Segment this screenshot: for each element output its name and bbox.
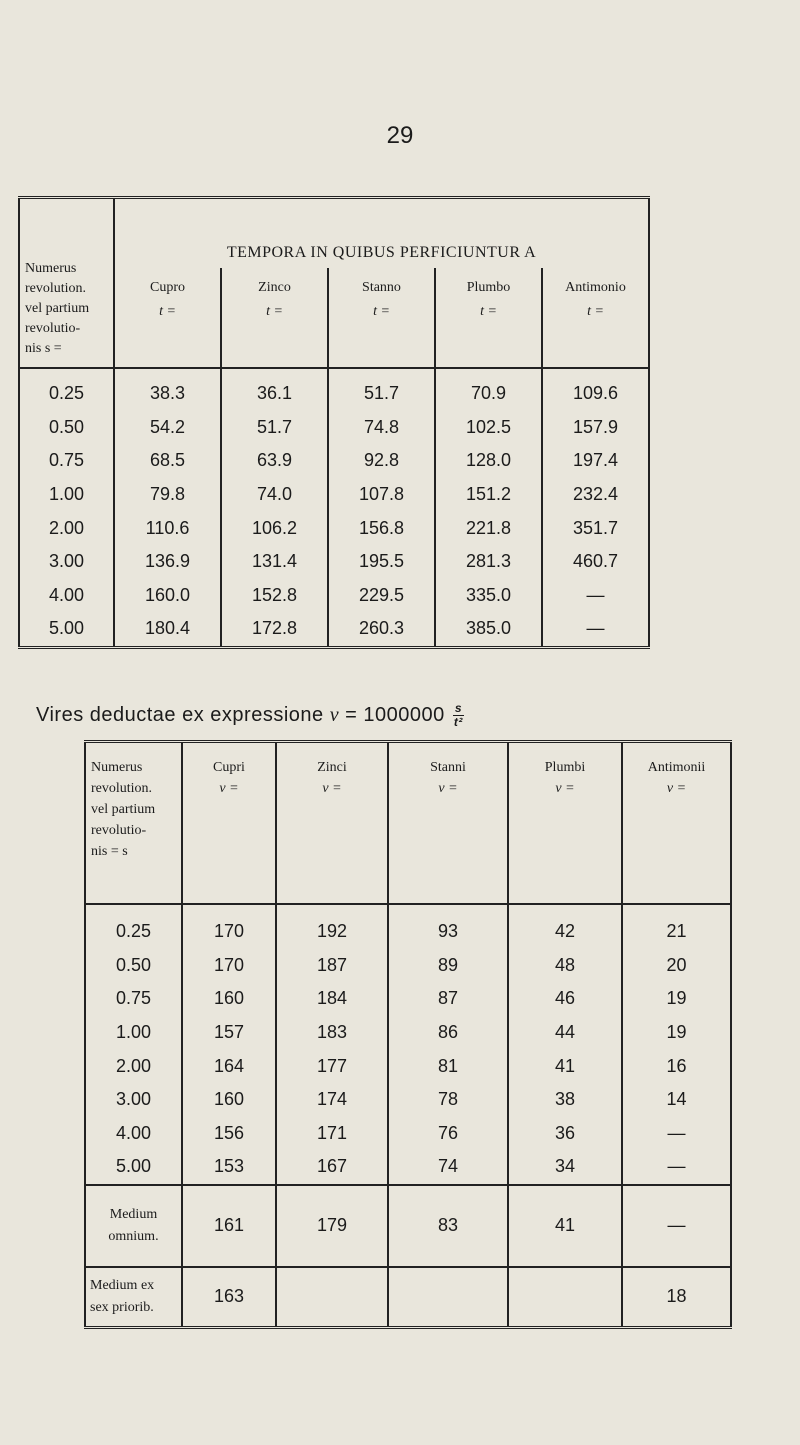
value-cell: 156 — [213, 1122, 245, 1143]
metal-symbol: t = — [373, 303, 390, 319]
page-number: 29 — [386, 122, 414, 149]
table-row — [19, 579, 649, 613]
value-cell: 20 — [622, 949, 731, 983]
formula-line — [36, 702, 464, 729]
table-row — [19, 612, 649, 647]
value-cell: 68.5 — [149, 450, 186, 471]
value-cell: 151.2 — [435, 478, 542, 512]
value-cell: 38.3 — [149, 383, 186, 404]
formula-text: Vires deductae ex expressione — [36, 703, 324, 726]
summary-cell — [276, 1267, 388, 1328]
metal-name: Antimonii — [647, 760, 706, 775]
value-cell: 36.1 — [221, 368, 328, 411]
value-cell: 160 — [213, 1089, 245, 1110]
summary-row-medium-ex-sex — [85, 1267, 731, 1328]
value-cell: 197.4 — [542, 444, 649, 478]
value-cell: 174 — [276, 1083, 388, 1117]
formula-equals: = 1000000 — [345, 703, 445, 726]
table-row — [85, 1083, 731, 1117]
summary-cell: 161 — [182, 1185, 276, 1267]
table-row — [85, 1117, 731, 1151]
summary-label — [85, 1267, 182, 1328]
revolution-cell: 1.00 — [85, 1016, 182, 1050]
summary-cell: 163 — [182, 1267, 276, 1328]
formula-variable: v — [329, 703, 340, 726]
metal-symbol: v = — [438, 781, 458, 796]
revolution-cell: 0.25 — [85, 904, 182, 949]
value-cell: 160.0 — [144, 584, 191, 605]
column-header-cupri — [182, 742, 276, 905]
value-cell: 281.3 — [435, 545, 542, 579]
value-cell: 63.9 — [221, 444, 328, 478]
value-cell: 152.8 — [221, 579, 328, 613]
value-cell: 177 — [276, 1049, 388, 1083]
value-cell: — — [542, 612, 649, 647]
value-cell: 87 — [388, 982, 508, 1016]
value-cell: 110.6 — [145, 517, 190, 538]
column-header-stanni — [388, 742, 508, 905]
value-cell: 106.2 — [221, 511, 328, 545]
revolution-cell: 2.00 — [85, 1049, 182, 1083]
metal-name: Stanni — [430, 760, 466, 775]
row-header-line: Numerus — [25, 261, 77, 276]
value-cell: 19 — [622, 982, 731, 1016]
value-cell: 89 — [388, 949, 508, 983]
value-cell: — — [622, 1150, 731, 1185]
value-cell: 86 — [388, 1016, 508, 1050]
column-header-antimonio — [542, 268, 649, 368]
value-cell: 16 — [622, 1049, 731, 1083]
value-cell: 44 — [508, 1016, 622, 1050]
metal-symbol: t = — [480, 303, 497, 319]
value-cell: 76 — [388, 1117, 508, 1151]
value-cell: 48 — [508, 949, 622, 983]
value-cell: 195.5 — [328, 545, 435, 579]
table-row — [19, 478, 649, 512]
row-header-line: vel partium — [25, 301, 90, 316]
metal-name: Antimonio — [565, 279, 626, 295]
row-header-line: revolutio- — [25, 321, 81, 336]
value-cell: 170 — [213, 921, 245, 942]
summary-label — [85, 1185, 182, 1267]
summary-cell — [508, 1267, 622, 1328]
value-cell: 38 — [508, 1083, 622, 1117]
revolution-cell: 5.00 — [85, 1150, 182, 1185]
value-cell: 78 — [388, 1083, 508, 1117]
value-cell: 79.8 — [149, 484, 186, 505]
metal-name: Cupri — [213, 760, 245, 775]
column-header-zinci — [276, 742, 388, 905]
times-table — [18, 196, 650, 649]
metal-name: Plumbi — [544, 760, 586, 775]
summary-cell: 179 — [276, 1185, 388, 1267]
value-cell: 34 — [508, 1150, 622, 1185]
row-header-line: revolution. — [25, 281, 87, 296]
value-cell: 81 — [388, 1049, 508, 1083]
table-row — [19, 511, 649, 545]
metal-symbol: t = — [266, 303, 283, 319]
summary-cell: 18 — [622, 1267, 731, 1328]
value-cell: 171 — [276, 1117, 388, 1151]
value-cell: 74.0 — [221, 478, 328, 512]
value-cell: 160 — [213, 988, 245, 1009]
value-cell: 351.7 — [542, 511, 649, 545]
column-header-plumbi — [508, 742, 622, 905]
metal-name: Zinco — [258, 279, 291, 295]
value-cell: 109.6 — [542, 368, 649, 411]
value-cell: 51.7 — [221, 411, 328, 445]
value-cell: 164 — [213, 1055, 245, 1076]
revolution-cell: 0.50 — [19, 411, 114, 445]
value-cell: 183 — [276, 1016, 388, 1050]
table-row — [19, 411, 649, 445]
value-cell: 46 — [508, 982, 622, 1016]
value-cell: 19 — [622, 1016, 731, 1050]
summary-cell: 83 — [388, 1185, 508, 1267]
value-cell: 460.7 — [542, 545, 649, 579]
fraction-numerator: s — [454, 701, 463, 715]
revolution-cell: 3.00 — [19, 545, 114, 579]
label-line: omnium. — [108, 1228, 159, 1244]
value-cell: 385.0 — [435, 612, 542, 647]
revolution-cell: 0.75 — [85, 982, 182, 1016]
value-cell: 136.9 — [144, 551, 191, 572]
label-line: sex priorib. — [90, 1299, 154, 1315]
table-row — [19, 545, 649, 579]
revolution-cell: 1.00 — [19, 478, 114, 512]
value-cell: 167 — [276, 1150, 388, 1185]
row-header-line: Numerus — [91, 760, 143, 775]
table-title: TEMPORA IN QUIBUS PERFICIUNTUR A — [226, 243, 537, 261]
value-cell: 221.8 — [435, 511, 542, 545]
value-cell: 187 — [276, 949, 388, 983]
value-cell: 93 — [388, 904, 508, 949]
value-cell: 170 — [213, 954, 245, 975]
column-header-zinco — [221, 268, 328, 368]
value-cell: 54.2 — [149, 416, 186, 437]
row-header-line: nis s = — [25, 341, 62, 356]
forces-table — [84, 740, 732, 1329]
column-header-stanno — [328, 268, 435, 368]
value-cell: 156.8 — [328, 511, 435, 545]
value-cell: 92.8 — [328, 444, 435, 478]
column-header-antimonii — [622, 742, 731, 905]
row-header-line: revolution. — [91, 781, 153, 796]
column-header-cupro — [114, 268, 221, 368]
metal-symbol: v = — [555, 781, 575, 796]
value-cell: 172.8 — [221, 612, 328, 647]
metal-name: Zinci — [317, 760, 347, 775]
summary-row-medium-omnium — [85, 1185, 731, 1267]
table-row — [85, 1150, 731, 1185]
metal-symbol: v = — [322, 781, 342, 796]
revolution-cell: 4.00 — [85, 1117, 182, 1151]
metal-name: Stanno — [362, 279, 401, 295]
value-cell: 102.5 — [435, 411, 542, 445]
metal-name: Plumbo — [466, 279, 511, 295]
value-cell: 70.9 — [435, 368, 542, 411]
label-line: Medium — [109, 1206, 158, 1222]
value-cell: 335.0 — [435, 579, 542, 613]
column-header-plumbo — [435, 268, 542, 368]
value-cell: 131.4 — [221, 545, 328, 579]
metal-symbol: t = — [159, 303, 176, 319]
table-row — [19, 368, 649, 411]
value-cell: 14 — [622, 1083, 731, 1117]
metal-symbol: t = — [587, 303, 604, 319]
table-row — [19, 444, 649, 478]
value-cell: 192 — [276, 904, 388, 949]
row-header — [19, 198, 114, 369]
revolution-cell: 4.00 — [19, 579, 114, 613]
table-row — [85, 1049, 731, 1083]
table-row — [85, 949, 731, 983]
value-cell: 41 — [508, 1049, 622, 1083]
value-cell: — — [542, 579, 649, 613]
value-cell: 107.8 — [328, 478, 435, 512]
value-cell: 180.4 — [144, 618, 191, 639]
value-cell: 42 — [508, 904, 622, 949]
revolution-cell: 0.75 — [19, 444, 114, 478]
table-row — [85, 1016, 731, 1050]
revolution-cell: 0.50 — [85, 949, 182, 983]
table-row — [85, 982, 731, 1016]
revolution-cell: 0.25 — [19, 368, 114, 411]
revolution-cell: 3.00 — [85, 1083, 182, 1117]
row-header-line: revolutio- — [91, 823, 147, 838]
fraction-denominator: t² — [453, 715, 463, 729]
metal-symbol: v = — [219, 781, 239, 796]
revolution-cell: 5.00 — [19, 612, 114, 647]
value-cell: 74.8 — [328, 411, 435, 445]
metal-symbol: v = — [666, 781, 687, 796]
summary-cell — [388, 1267, 508, 1328]
table-row — [85, 904, 731, 949]
value-cell: 157.9 — [542, 411, 649, 445]
metal-name: Cupro — [150, 279, 185, 295]
formula-fraction — [453, 702, 464, 729]
value-cell: 229.5 — [328, 579, 435, 613]
value-cell: 157 — [213, 1022, 245, 1043]
value-cell: 74 — [388, 1150, 508, 1185]
value-cell: 260.3 — [328, 612, 435, 647]
value-cell: 184 — [276, 982, 388, 1016]
row-header-line: nis = s — [91, 844, 128, 859]
value-cell: 128.0 — [435, 444, 542, 478]
value-cell: 36 — [508, 1117, 622, 1151]
summary-cell: 41 — [508, 1185, 622, 1267]
value-cell: — — [622, 1117, 731, 1151]
value-cell: 232.4 — [542, 478, 649, 512]
value-cell: 51.7 — [328, 368, 435, 411]
label-line: Medium ex — [90, 1277, 155, 1293]
revolution-cell: 2.00 — [19, 511, 114, 545]
row-header — [85, 742, 182, 905]
value-cell: 21 — [622, 904, 731, 949]
summary-cell: — — [622, 1185, 731, 1267]
row-header-line: vel partium — [91, 802, 156, 817]
value-cell: 153 — [213, 1156, 245, 1177]
